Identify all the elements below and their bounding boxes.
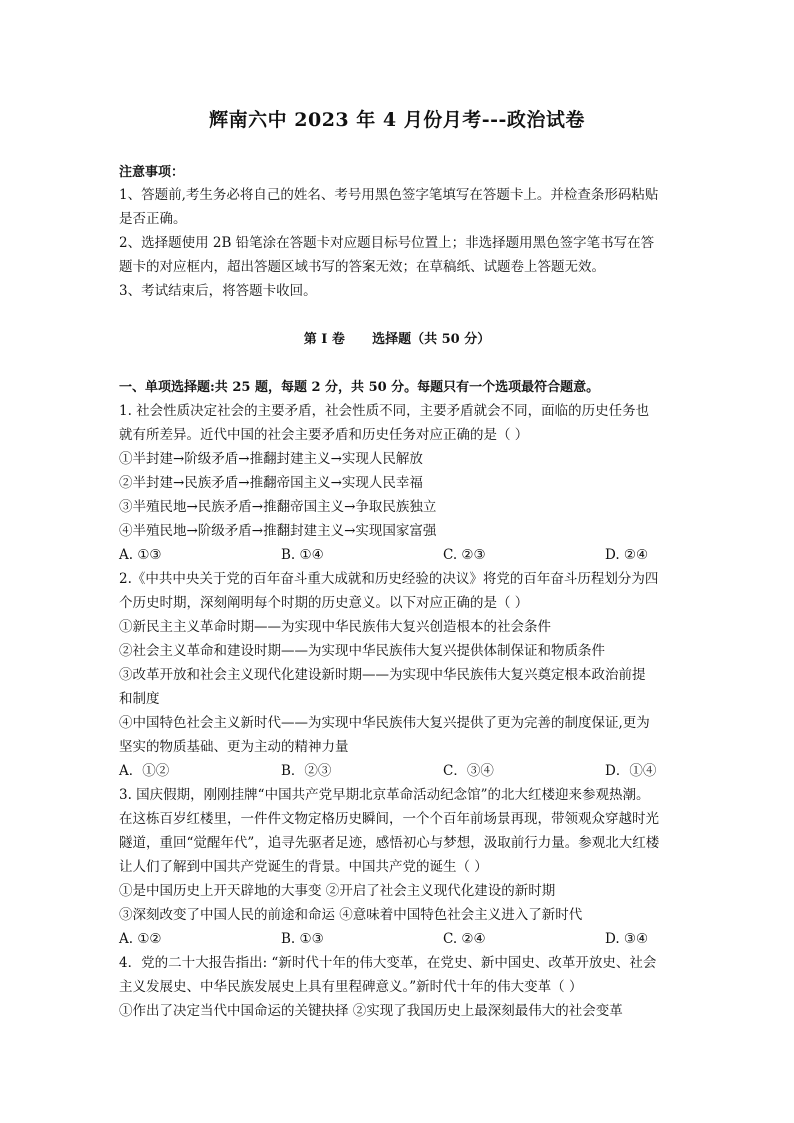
question-4	[119, 951, 679, 1023]
question-stem: 隧道，重回“觉醒年代”，追寻先驱者足迹，感悟初心与梦想，汲取前行力量。参观北大红楼	[119, 835, 660, 851]
option-c: C．③④	[443, 763, 494, 779]
question-stem: 在这栋百岁红楼里，一件件文物定格历史瞬间，一个个百年前场景再现，带领观众穿越时光	[119, 811, 659, 827]
question-2	[119, 567, 679, 783]
option-d: D. ②④	[605, 547, 649, 563]
option-a: A. ①③	[119, 547, 162, 563]
notes-line: 1、答题前,考生务必将自己的姓名、考号用黑色签字笔填写在答题卡上。并检查条形码粘贴	[119, 187, 659, 203]
option-c: C. ②③	[443, 547, 486, 563]
question-1	[119, 399, 679, 567]
answer-options	[119, 759, 679, 783]
option-a: A．①②	[119, 763, 170, 779]
question-stem: 2.《中共中央关于党的百年奋斗重大成就和历史经验的决议》将党的百年奋斗历程划分为四	[119, 571, 659, 587]
option-c: C. ②④	[443, 931, 486, 947]
question-stem: 个历史时期，深刻阐明每个时期的历史意义。以下对应正确的是（ ）	[119, 595, 529, 611]
question-item: ③改革开放和社会主义现代化建设新时期——为实现中华民族伟大复兴奠定根本政治前提	[119, 667, 646, 683]
answer-options	[119, 543, 679, 567]
page-title: 辉南六中 2023 年 4 月份月考---政治试卷	[209, 109, 585, 131]
option-d: D. ③④	[605, 931, 649, 947]
question-item: 坚实的物质基础、更为主动的精神力量	[119, 739, 349, 755]
section-heading: 第 I 卷 选择题（共 50 分）	[303, 332, 491, 347]
question-item: ①新民主主义革命时期——为实现中华民族伟大复兴创造根本的社会条件	[119, 619, 551, 635]
question-item: ④半殖民地→阶级矛盾→推翻封建主义→实现国家富强	[119, 523, 437, 539]
question-item: ②社会主义革命和建设时期——为实现中华民族伟大复兴提供体制保证和物质条件	[119, 643, 605, 659]
question-stem: 主义发展史、中华民族发展史上具有里程碑意义。”新时代十年的伟大变革（ ）	[119, 979, 583, 995]
question-stem: 4．党的二十大报告指出: “新时代十年的伟大变革，在党史、新中国史、改革开放史、社会	[119, 955, 657, 971]
question-stem: 1. 社会性质决定社会的主要矛盾，社会性质不同，主要矛盾就会不同，面临的历史任务也	[119, 403, 650, 419]
question-item: ①是中国历史上开天辟地的大事变 ②开启了社会主义现代化建设的新时期	[119, 883, 556, 899]
option-b: B．②③	[281, 763, 332, 779]
question-item: ①半封建→阶级矛盾→推翻封建主义→实现人民解放	[119, 451, 423, 467]
question-item: ③半殖民地→民族矛盾→推翻帝国主义→争取民族独立	[119, 499, 437, 515]
question-stem: 3. 国庆假期，刚刚挂牌“中国共产党早期北京革命活动纪念馆”的北大红楼迎来参观热潮。	[119, 787, 650, 803]
question-body	[119, 377, 679, 1023]
notes-line: 3、考试结束后，将答题卡收回。	[119, 283, 317, 299]
question-stem: 就有所差异。近代中国的社会主要矛盾和历史任务对应正确的是（ ）	[119, 427, 529, 443]
notes-line: 是否正确。	[119, 211, 187, 227]
option-b: B. ①③	[281, 931, 324, 947]
question-3	[119, 783, 679, 951]
question-stem: 让人们了解到中国共产党诞生的背景。中国共产党的诞生（ ）	[119, 859, 488, 875]
question-item: ②半封建→民族矛盾→推翻帝国主义→实现人民幸福	[119, 475, 423, 491]
option-b: B. ①④	[281, 547, 324, 563]
answer-options	[119, 927, 679, 951]
notes-heading: 注意事项：	[119, 165, 185, 180]
question-item: ④中国特色社会主义新时代——为实现中华民族伟大复兴提供了更为完善的制度保证,更为	[119, 715, 650, 731]
notes-line: 2、选择题使用 2B 铅笔涂在答题卡对应题目标号位置上；非选择题用黑色签字笔书写在答	[119, 235, 655, 251]
part-heading: 一、单项选择题:共 25 题，每题 2 分，共 50 分。每题只有一个选项最符合题意。	[119, 380, 600, 395]
notes-line: 题卡的对应框内，超出答题区域书写的答案无效；在草稿纸、试题卷上答题无效。	[119, 259, 605, 275]
question-item: ①作出了决定当代中国命运的关键抉择 ②实现了我国历史上最深刻最伟大的社会变革	[119, 1003, 623, 1019]
question-item: 和制度	[119, 691, 160, 707]
exam-notes	[119, 163, 675, 303]
option-a: A. ①②	[119, 931, 162, 947]
question-item: ③深刻改变了中国人民的前途和命运 ④意味着中国特色社会主义进入了新时代	[119, 907, 583, 923]
option-d: D．①④	[605, 763, 657, 779]
